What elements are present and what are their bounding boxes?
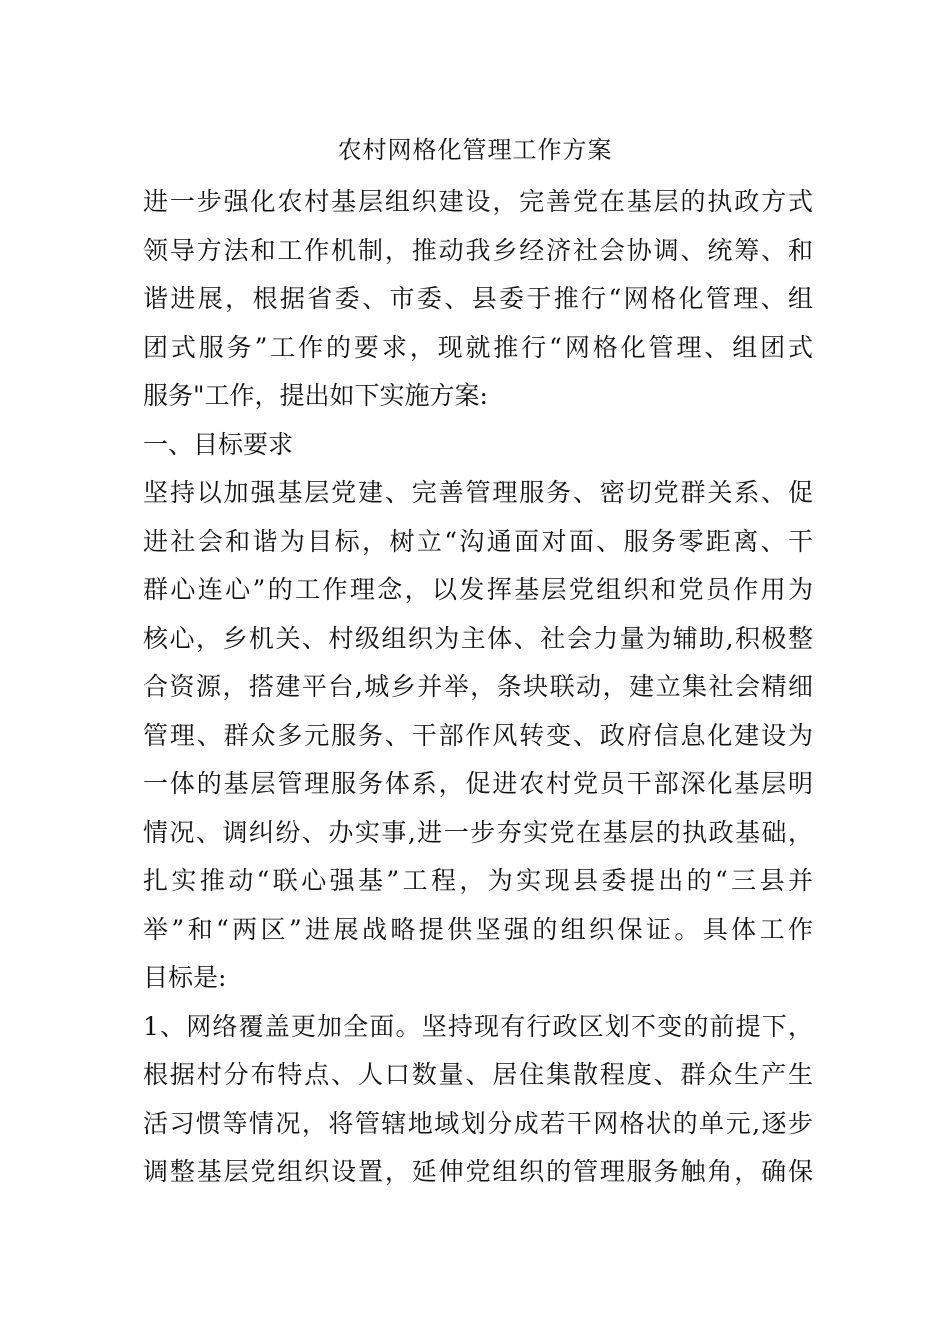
body-line: 活习惯等情况，将管辖地域划分成若干网格状的单元,逐步 <box>143 1108 813 1138</box>
body-line: 目标是: <box>143 963 227 992</box>
body-line: 扎实推动“联心强基”工程，为实现县委提出的“三县并 <box>143 866 813 895</box>
body-line: 合资源，搭建平台,城乡并举，条块联动，建立集社会精细 <box>143 672 813 701</box>
body-line: 核心，乡机关、村级组织为主体、社会力量为辅助,积极整 <box>143 623 813 653</box>
body-line: 领导方法和工作机制，推动我乡经济社会协调、统筹、和 <box>143 235 813 265</box>
body-line: 群心连心”的工作理念，以发挥基层党组织和党员作用为 <box>143 575 813 604</box>
body-line: 举”和“两区”进展战略提供坚强的组织保证。具体工作 <box>143 914 813 944</box>
body-line: 调整基层党组织设置，延伸党组织的管理服务触角，确保 <box>143 1157 813 1186</box>
body-line: 1、网络覆盖更加全面。坚持现有行政区划不变的前提下， <box>143 1011 813 1041</box>
body-line: 服务"工作，提出如下实施方案: <box>143 381 488 410</box>
body-line: 根据村分布特点、人口数量、居住集散程度、群众生产生 <box>143 1060 813 1089</box>
body-line: 管理、群众多元服务、干部作风转变、政府信息化建设为 <box>143 720 813 750</box>
body-line: 进一步强化农村基层组织建设，完善党在基层的执政方式 <box>143 187 813 216</box>
body-line: 团式服务”工作的要求，现就推行“网格化管理、组团式 <box>143 332 813 362</box>
document-title: 农村网格化管理工作方案 <box>337 136 613 164</box>
body-line: 谐进展，根据省委、市委、县委于推行“网格化管理、组 <box>143 284 813 313</box>
body-line: 情况、调纠纷、办实事,进一步夯实党在基层的执政基础， <box>143 817 813 847</box>
body-line: 坚持以加强基层党建、完善管理服务、密切党群关系、促 <box>143 478 813 507</box>
body-line: 一体的基层管理服务体系，促进农村党员干部深化基层明 <box>143 769 813 798</box>
section-heading: 一、目标要求 <box>143 429 294 459</box>
document-body <box>143 178 813 1197</box>
body-line: 进社会和谐为目标，树立“沟通面对面、服务零距离、干 <box>143 526 813 556</box>
